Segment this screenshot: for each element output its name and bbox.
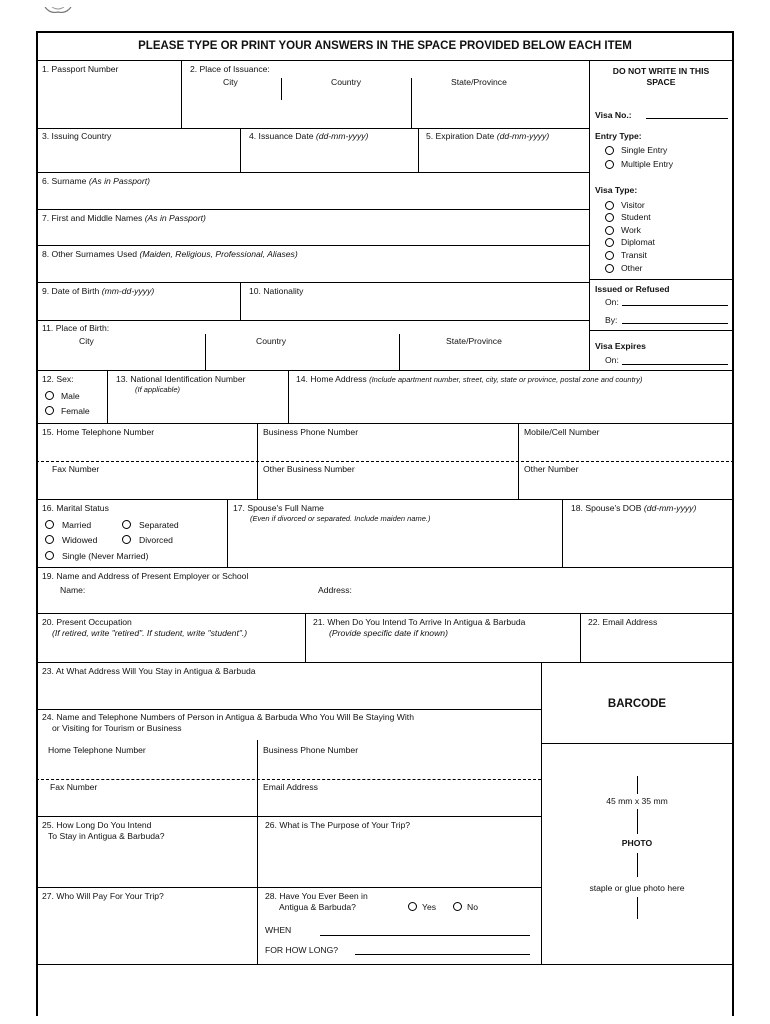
trip-purpose-input[interactable] bbox=[265, 850, 533, 864]
email-input[interactable] bbox=[588, 645, 726, 659]
been-before-yes-radio[interactable] bbox=[408, 902, 417, 911]
issuing-country-label: 3. Issuing Country bbox=[42, 131, 112, 141]
contact-email-label: Email Address bbox=[263, 782, 318, 792]
business-phone-label: Business Phone Number bbox=[263, 427, 359, 437]
single-entry-label: Single Entry bbox=[621, 145, 668, 155]
place-of-issuance-input[interactable] bbox=[188, 106, 583, 120]
work-radio[interactable] bbox=[605, 226, 614, 235]
single-radio[interactable] bbox=[45, 551, 54, 560]
been-before-no-label: No bbox=[467, 902, 478, 912]
contact-fax-label: Fax Number bbox=[50, 782, 98, 792]
first-middle-names-label: 7. First and Middle Names (As in Passport) bbox=[42, 213, 206, 223]
occupation-label: 20. Present Occupation bbox=[42, 617, 132, 627]
issued-by-label: By: bbox=[605, 315, 618, 325]
occupation-note: (If retired, write "retired". If student, write "student".) bbox=[52, 628, 248, 638]
transit-label: Transit bbox=[621, 250, 647, 260]
issuing-country-input[interactable] bbox=[42, 153, 232, 167]
date-of-birth-label: 9. Date of Birth (mm-dd-yyyy) bbox=[42, 286, 155, 296]
seal-logo bbox=[44, 0, 72, 6]
contact-person-label: 24. Name and Telephone Numbers of Person in Antigua & Barbuda Who You Will Be Staying With bbox=[42, 712, 414, 722]
employer-name-input[interactable] bbox=[90, 585, 310, 599]
female-radio[interactable] bbox=[45, 406, 54, 415]
email-label: 22. Email Address bbox=[588, 617, 658, 627]
mobile-input[interactable] bbox=[524, 444, 724, 458]
marital-status-label: 16. Marital Status bbox=[42, 503, 109, 513]
been-before-label-2: Antigua & Barbuda? bbox=[279, 902, 356, 912]
spouse-dob-input[interactable] bbox=[571, 540, 726, 554]
separated-radio[interactable] bbox=[122, 520, 131, 529]
first-middle-names-input[interactable] bbox=[42, 229, 582, 243]
national-id-input[interactable] bbox=[116, 402, 281, 416]
stay-length-input[interactable] bbox=[42, 862, 247, 876]
how-long-input[interactable] bbox=[357, 941, 528, 953]
sex-label: 12. Sex: bbox=[42, 374, 74, 384]
payer-label: 27. Who Will Pay For Your Trip? bbox=[42, 891, 164, 901]
diplomat-label: Diplomat bbox=[621, 237, 655, 247]
other-surnames-input[interactable] bbox=[42, 266, 582, 280]
fax-input[interactable] bbox=[52, 481, 247, 495]
visitor-label: Visitor bbox=[621, 200, 645, 210]
passport-number-label: 1. Passport Number bbox=[42, 64, 119, 74]
birth-city-label: City bbox=[79, 336, 94, 346]
multiple-entry-label: Multiple Entry bbox=[621, 159, 674, 169]
been-before-no-radio[interactable] bbox=[453, 902, 462, 911]
contact-home-phone-input[interactable] bbox=[48, 761, 248, 775]
visa-expires-label: Visa Expires bbox=[595, 341, 646, 351]
arrival-input[interactable] bbox=[313, 645, 573, 659]
contact-fax-input[interactable] bbox=[50, 799, 250, 813]
issuance-state-label: State/Province bbox=[451, 77, 507, 87]
photo-note: staple or glue photo here bbox=[589, 883, 685, 893]
barcode-label: BARCODE bbox=[607, 698, 667, 710]
place-of-issuance-label: 2. Place of Issuance: bbox=[190, 64, 270, 74]
issued-refused-label: Issued or Refused bbox=[595, 284, 670, 294]
issuance-country-label: Country bbox=[331, 77, 362, 87]
home-telephone-label: 15. Home Telephone Number bbox=[42, 427, 155, 437]
how-long-label: FOR HOW LONG? bbox=[265, 945, 339, 955]
married-label: Married bbox=[62, 520, 92, 530]
arrival-note: (Provide specific date if known) bbox=[329, 628, 448, 638]
home-address-input[interactable] bbox=[296, 396, 726, 410]
student-radio[interactable] bbox=[605, 213, 614, 222]
passport-number-input[interactable] bbox=[42, 95, 177, 109]
trip-purpose-label: 26. What is The Purpose of Your Trip? bbox=[265, 820, 411, 830]
home-address-label: 14. Home Address (Include apartment number, street, city, state or province, postal zone and country) bbox=[296, 374, 643, 384]
expiration-date-label: 5. Expiration Date (dd-mm-yyyy) bbox=[426, 131, 550, 141]
other-visa-label: Other bbox=[621, 263, 643, 273]
arrival-label: 21. When Do You Intend To Arrive In Antigua & Barbuda bbox=[313, 617, 526, 627]
birth-state-label: State/Province bbox=[446, 336, 502, 346]
issuance-date-input[interactable] bbox=[249, 153, 409, 167]
other-business-label: Other Business Number bbox=[263, 464, 355, 474]
single-entry-radio[interactable] bbox=[605, 146, 614, 155]
visa-expires-on-label: On: bbox=[605, 355, 619, 365]
spouse-name-note: (Even if divorced or separated. Include maiden name.) bbox=[250, 514, 431, 523]
contact-email-input[interactable] bbox=[263, 799, 533, 813]
stay-length-label-2: To Stay in Antigua & Barbuda? bbox=[48, 831, 165, 841]
been-before-yes-label: Yes bbox=[422, 902, 437, 912]
payer-input[interactable] bbox=[42, 920, 247, 934]
contact-business-phone-label: Business Phone Number bbox=[263, 745, 359, 755]
employer-name-label: Name: bbox=[60, 585, 86, 595]
form-header: PLEASE TYPE OR PRINT YOUR ANSWERS IN THE SPACE PROVIDED BELOW EACH ITEM bbox=[138, 40, 632, 52]
male-radio[interactable] bbox=[45, 391, 54, 400]
occupation-input[interactable] bbox=[42, 645, 297, 659]
fax-label: Fax Number bbox=[52, 464, 100, 474]
place-of-birth-label: 11. Place of Birth: bbox=[42, 323, 110, 333]
transit-radio[interactable] bbox=[605, 251, 614, 260]
contact-business-phone-input[interactable] bbox=[263, 761, 533, 775]
home-telephone-input[interactable] bbox=[42, 444, 247, 458]
visa-no-label: Visa No.: bbox=[595, 110, 632, 120]
divorced-label: Divorced bbox=[139, 535, 173, 545]
employer-label: 19. Name and Address of Present Employer or School bbox=[42, 571, 249, 581]
stay-address-label: 23. At What Address Will You Stay in Antigua & Barbuda bbox=[42, 666, 256, 676]
place-of-birth-input[interactable] bbox=[42, 352, 582, 366]
nationality-label: 10. Nationality bbox=[249, 286, 304, 296]
male-label: Male bbox=[61, 391, 80, 401]
other-surnames-label: 8. Other Surnames Used (Maiden, Religious, Professional, Aliases) bbox=[42, 249, 298, 259]
diplomat-radio[interactable] bbox=[605, 238, 614, 247]
single-label: Single (Never Married) bbox=[62, 551, 149, 561]
multiple-entry-radio[interactable] bbox=[605, 160, 614, 169]
photo-size-label: 45 mm x 35 mm bbox=[606, 796, 668, 806]
expiration-date-input[interactable] bbox=[426, 153, 581, 167]
office-use-title: DO NOT WRITE IN THIS bbox=[612, 66, 710, 76]
other-number-input[interactable] bbox=[524, 481, 724, 495]
work-label: Work bbox=[621, 225, 641, 235]
office-use-title-2: SPACE bbox=[646, 77, 676, 87]
issuance-city-label: City bbox=[223, 77, 238, 87]
when-input[interactable] bbox=[322, 922, 528, 934]
other-number-label: Other Number bbox=[524, 464, 579, 474]
nationality-input[interactable] bbox=[249, 303, 579, 317]
divorced-radio[interactable] bbox=[122, 535, 131, 544]
issuance-date-label: 4. Issuance Date (dd-mm-yyyy) bbox=[249, 131, 369, 141]
other-business-input[interactable] bbox=[263, 481, 513, 495]
contact-person-label-2: or Visiting for Tourism or Business bbox=[52, 723, 182, 733]
been-before-label: 28. Have You Ever Been in bbox=[265, 891, 368, 901]
spouse-name-label: 17. Spouse's Full Name bbox=[233, 503, 324, 513]
student-label: Student bbox=[621, 212, 651, 222]
photo-label: PHOTO bbox=[621, 838, 653, 848]
separated-label: Separated bbox=[139, 520, 179, 530]
married-radio[interactable] bbox=[45, 520, 54, 529]
mobile-label: Mobile/Cell Number bbox=[524, 427, 600, 437]
stay-length-label: 25. How Long Do You Intend bbox=[42, 820, 152, 830]
visitor-radio[interactable] bbox=[605, 201, 614, 210]
birth-country-label: Country bbox=[256, 336, 287, 346]
visa-type-label: Visa Type: bbox=[595, 185, 638, 195]
national-id-note: (If applicable) bbox=[135, 385, 181, 394]
female-label: Female bbox=[61, 406, 90, 416]
surname-input[interactable] bbox=[42, 193, 582, 207]
employer-address-label: Address: bbox=[318, 585, 352, 595]
entry-type-label: Entry Type: bbox=[595, 131, 642, 141]
spouse-dob-label: 18. Spouse's DOB (dd-mm-yyyy) bbox=[571, 503, 697, 513]
when-label: WHEN bbox=[265, 925, 292, 935]
photo-area[interactable] bbox=[543, 745, 731, 963]
national-id-label: 13. National Identification Number bbox=[116, 374, 246, 384]
contact-home-phone-label: Home Telephone Number bbox=[48, 745, 146, 755]
other-visa-radio[interactable] bbox=[605, 264, 614, 273]
date-of-birth-input[interactable] bbox=[42, 303, 232, 317]
surname-label: 6. Surname (As in Passport) bbox=[42, 176, 150, 186]
business-phone-input[interactable] bbox=[263, 444, 513, 458]
widowed-radio[interactable] bbox=[45, 535, 54, 544]
spouse-name-input[interactable] bbox=[235, 540, 555, 554]
stay-address-input[interactable] bbox=[42, 688, 532, 702]
widowed-label: Widowed bbox=[62, 535, 98, 545]
employer-address-input[interactable] bbox=[360, 585, 725, 599]
issued-on-label: On: bbox=[605, 297, 619, 307]
